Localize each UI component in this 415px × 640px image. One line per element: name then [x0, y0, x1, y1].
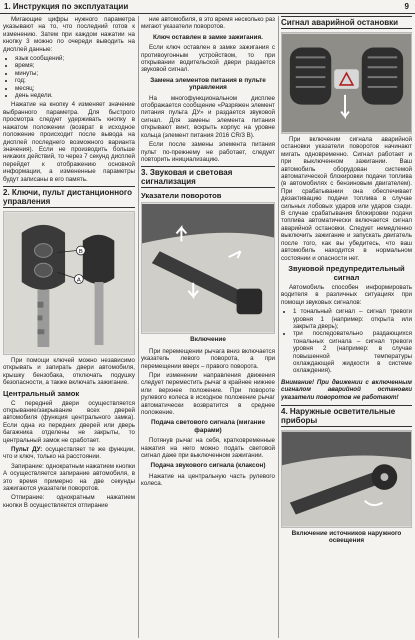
turn-lever-image — [142, 203, 274, 333]
column-middle — [141, 16, 275, 638]
paragraph — [3, 446, 135, 461]
paragraph: Нажатие на центральную часть рулевого колеса. — [141, 472, 275, 488]
bold-note: Ключ оставлен в замке зажигания. — [153, 33, 263, 41]
paragraph: Отпирание: однократным нажатием кнопки В осуществляется отпирание — [3, 494, 135, 509]
hazard-button-image — [282, 33, 411, 133]
light-switch-image — [282, 431, 411, 527]
list-item: • день недели. — [15, 92, 135, 99]
page-header — [0, 0, 415, 14]
key-remote-image — [4, 212, 134, 354]
column-divider — [278, 16, 279, 638]
paragraph: Нажатие на кнопку 4 изменяет значение выбранного параметра. Для быстрого просмотра следует удерживать кнопку в нажатом положении (возврат в исходное положение происходит после вывода на дисплей последнего возможного варианта значения). Если не производить больше никаких действий, то через 7 секунд дисплей перейдет к отображению основной информации, а измененные параметры будут записаны в его память. — [3, 101, 135, 183]
section-heading-keys: 2. Ключи, пульт дистанционного управления — [3, 186, 135, 208]
warning-note: Внимание! При движении с включенным сигналом аварийной остановки указатели поворотов не работают! — [281, 378, 412, 401]
header-rule — [0, 13, 415, 14]
subheading-central-lock: Центральный замок — [3, 388, 80, 398]
sound-list — [281, 308, 412, 375]
label-b: B — [78, 248, 83, 255]
paragraph: При изменении направления движения следует переместить рычаг в крайнее нижнее или верхнее положение. При повороте рулевого колеса в исходное положение рычаг автоматически возвратится в среднее положение. — [141, 371, 275, 416]
parameter-list — [3, 55, 135, 99]
section-title: 1. Инструкция по эксплуатации — [4, 2, 129, 11]
paragraph: Запирание: однократным нажатием кнопки А осуществляется запирание автомобиля, в это время примерно на две секунды зажигаются указатели поворотов. — [3, 462, 135, 493]
figure-caption: Включение — [190, 336, 226, 344]
subheading-battery: Замена элементов питания в пульте управления — [150, 76, 266, 92]
paragraph: ние автомобиля, в это время несколько раз мигают указатели поворотов. — [141, 16, 275, 31]
paragraph: С передней двери осуществляется открывание/закрывание всех дверей автомобиля (функция центрального замка). Если одна из передних дверей или дверь багажника отделены не закрыты, то центральный замок не сработает. — [3, 399, 135, 444]
subheading-light-signal: Подача светового сигнала (мигание фарами) — [150, 419, 266, 434]
inline-lead: Пульт ДУ: — [11, 446, 43, 453]
column-left — [3, 16, 135, 638]
paragraph: Потянув рычаг на себя, кратковременные нажатия на него можно подать световой сигнал даже при выключенном зажигании. — [141, 437, 275, 459]
paragraph: На многофункциональном дисплее отображается сообщение «Разряжен элемент питания пульта ДУ» и раздается звуковой сигнал. Для замены элемента питания открывают винт, вскрыть корпус на уровне кольца (элемент питания 2016 CR/3 В). — [141, 94, 275, 139]
key-remote-figure — [3, 211, 135, 355]
list-item: • три последовательно раздающихся тональных сигнала – сигнал тревоги уровня 2 (например: в случае повышенной температуры охлаждающей жидкости в системе охлаждения). — [293, 330, 412, 374]
inline-text: осуществляет те же функции, что и ключ, только на расстоянии. — [3, 446, 135, 461]
paragraph: Мигающие цифры нужного параметра указывают на то, что последний готов к изменению. Затем при каждом нажатии на кнопку 3 можно по очереди выводить на дисплей данные: — [3, 16, 135, 53]
paragraph: При перемещении рычага вниз включается указатель левого поворота, а при перемещении вверх – правого поворота. — [141, 347, 275, 370]
list-item: • месяц; — [15, 85, 135, 92]
paragraph: При включении сигнала аварийной остановки указатели поворотов начинают мигать одновременно. Сигнал работает и при выключенном зажигании. Ваш автомобиль оборудован системой автоматической блокировки подачи топлива (в автомобилях с бензиновым двигателем). При срабатывании она обеспечивает дезактивацию подачи топлива в случае сильных лобовых ударов или ударов сзади. В случае срабатывания блокировки подачи топлива автоматически включается сигнал аварийной остановки. Следует немедленно выключить зажигание и запускать двигатель после того, как вы убедитесь, что ваш автомобиль находится в нормальном состоянии и опасности нет. — [281, 136, 412, 262]
hazard-button-figure — [281, 32, 412, 134]
paragraph: Если после замены элемента питания пульт по-прежнему не работает, следует повторить инициализацию. — [141, 141, 275, 163]
subheading-warning-sound: Звуковой предупредительный сигнал — [288, 263, 405, 282]
light-switch-figure — [281, 430, 412, 528]
list-item: • время; — [15, 62, 135, 69]
turn-lever-figure — [141, 202, 275, 334]
column-divider — [138, 16, 139, 638]
paragraph: Если ключ оставлен в замке зажигания с противоугонным устройством, то при открывании водительской двери раздается звуковой сигнал. — [141, 44, 275, 74]
figure-caption: Включение источников наружного освещения — [291, 530, 402, 545]
subheading-turn-signals: Указатели поворотов — [141, 191, 222, 201]
list-item: • 1 тональный сигнал – сигнал тревоги уровня 1 (например: открыта или закрыта дверь); — [293, 308, 412, 330]
paragraph: При помощи ключей можно независимо открывать и запирать двери автомобиля, крышку бензобака, отключать подушку безопасности, а также включать зажигание. — [3, 356, 135, 387]
list-item: • минуты; — [15, 70, 135, 77]
page-number: 9 — [404, 2, 409, 11]
column-right — [281, 16, 412, 638]
label-a: A — [76, 277, 81, 284]
section-heading-signals: 3. Звуковая и световая сигнализация — [141, 166, 275, 188]
subheading-horn: Подача звукового сигнала (клаксон) — [150, 462, 266, 470]
list-item: • год; — [15, 77, 135, 84]
section-heading-hazard: Сигнал аварийной остановки — [281, 16, 412, 29]
paragraph: Автомобиль способен информировать водителя в различных ситуациях при помощи звуковых сигналов: — [281, 283, 412, 306]
section-heading-exterior-lights: 4. Наружные осветительные приборы — [281, 405, 412, 427]
list-item: • язык сообщений; — [15, 55, 135, 62]
